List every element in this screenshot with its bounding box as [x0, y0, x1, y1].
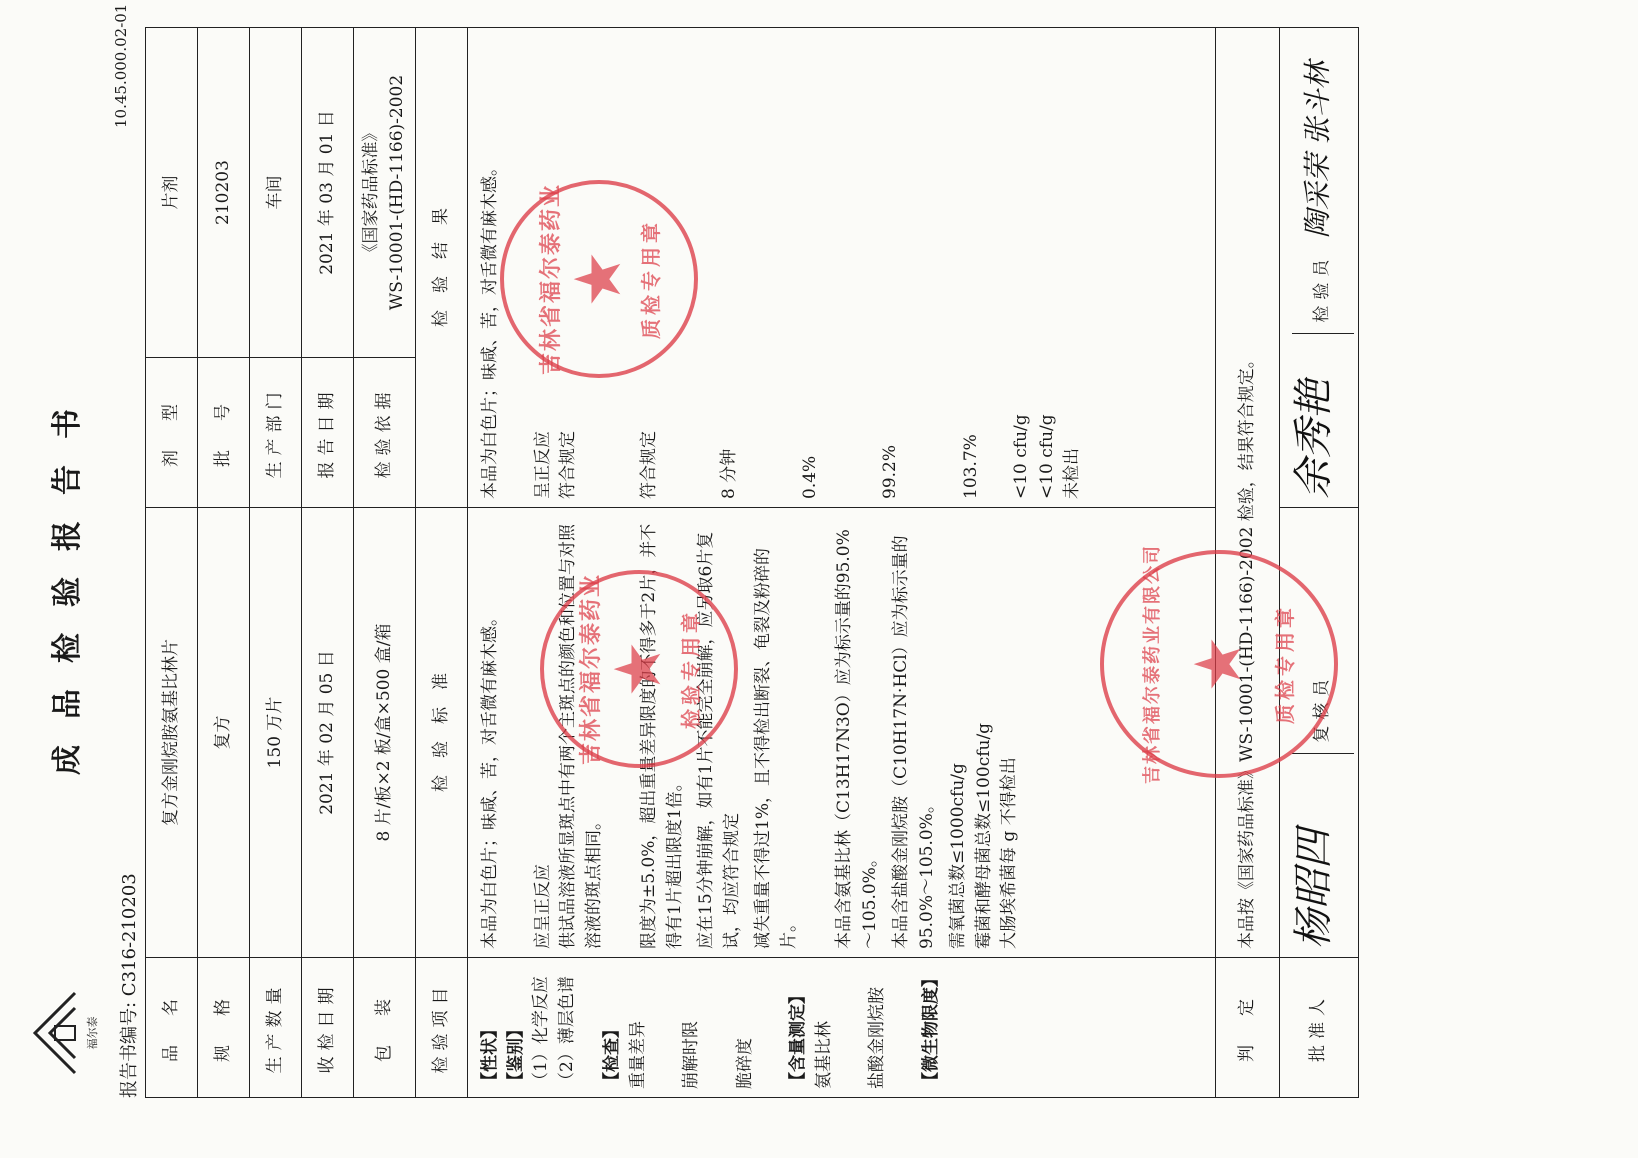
- quality-seal-1: [500, 180, 698, 378]
- res-disint: 8 分钟: [719, 448, 739, 499]
- product-name-label: 品 名: [146, 958, 198, 1098]
- basis: [354, 28, 416, 358]
- std-chem: 应呈正反应: [532, 864, 553, 949]
- inspection-seal: [540, 570, 738, 768]
- sec-micro: 【微生物限度】: [920, 970, 941, 1089]
- seal-2-text: 吉林省福尔泰药业: [538, 182, 564, 375]
- item-friab: 脆碎度: [734, 1038, 755, 1089]
- std-properties: 本品为白色片；味咸、苦，对舌微有麻木感。: [480, 609, 500, 949]
- seal-star-icon: ★: [1182, 635, 1256, 693]
- seal-3-label: 质检专用章: [1273, 604, 1297, 724]
- conclusion-text: 本品按《国家药品标准》WS-10001-(HD-1166)-2002 检验，结果符合规定。: [1216, 28, 1280, 958]
- logo-text: 福尔泰: [86, 1016, 99, 1050]
- seal-3-text: 吉林省福尔泰药业有限公司: [1142, 544, 1163, 784]
- quantity-label: 生产数量: [250, 958, 302, 1098]
- item-chem: （1）化学反应: [531, 976, 551, 1089]
- page-title: 成品检验报告书: [50, 383, 85, 775]
- dosage-form: 片剂: [146, 28, 198, 358]
- spec: 复方: [198, 508, 250, 958]
- reviewer-inspector-cell: [1280, 28, 1359, 508]
- std-tlc: 供试品溶液所显斑点中有两个主斑点的颜色和位置与对照溶液的斑点相同。: [558, 524, 604, 949]
- item-weight: 重量差异: [627, 1021, 648, 1089]
- row-quantity: [250, 28, 302, 1098]
- item-tlc: （2）薄层色谱: [556, 976, 577, 1089]
- test-items: [468, 958, 1216, 1098]
- res-properties: 本品为白色片；味咸、苦，对舌微有麻木感。: [480, 159, 500, 499]
- seal-star-icon: ★: [562, 250, 636, 308]
- sec-properties: 【性状】: [480, 1021, 500, 1089]
- receive-date-label: 收检日期: [302, 958, 354, 1098]
- item-disint: 崩解时限: [681, 1021, 701, 1089]
- std-ecoli: 大肠埃希菌每 g 不得检出: [999, 757, 1019, 949]
- report-number: [115, 873, 141, 1098]
- report-number-value: C316-210203: [119, 873, 140, 997]
- basis-label: 检验依据: [354, 358, 416, 508]
- res-chem: 呈正反应: [532, 431, 553, 499]
- reviewer-signature: 余秀艳: [1291, 379, 1337, 499]
- res-ecoli: 未检出: [1062, 448, 1082, 499]
- row-spec: [198, 28, 250, 1098]
- product-name: 复方金刚烷胺氨基比林片: [146, 508, 198, 958]
- document-code: 10.45.000.02-01: [112, 3, 130, 128]
- sec-identification: 【鉴别】: [505, 1021, 526, 1089]
- conclusion-label: 判 定: [1216, 958, 1280, 1098]
- result-header: 检 验 结 果: [416, 28, 468, 508]
- std-amantadine: 本品含盐酸金刚烷胺（C10H17N·HCl）应为标示量的95.0%～105.0%。: [891, 535, 937, 949]
- batch-label: 批 号: [198, 358, 250, 508]
- res-mold: <10 cfu/g: [1036, 414, 1057, 499]
- seal-1-text: 吉林省福尔泰药业: [578, 572, 604, 765]
- row-package: [354, 28, 416, 1098]
- inspector-label: 检验员: [1292, 244, 1354, 334]
- res-aerobic: <10 cfu/g: [1011, 414, 1031, 499]
- sec-inspection: 【检查】: [602, 1021, 622, 1089]
- item-amantadine: 盐酸金刚烷胺: [867, 987, 887, 1089]
- approver-signature: 杨昭四: [1291, 829, 1337, 949]
- quantity: 150 万片: [250, 508, 302, 958]
- seal-star-icon: ★: [602, 640, 676, 698]
- basis-line-2: WS-10001-(HD-1166)-2002: [386, 74, 407, 311]
- package-label: 包 装: [354, 958, 416, 1098]
- seal-1-label: 检验专用章: [679, 609, 703, 729]
- row-signatures: [1280, 28, 1359, 1098]
- row-dates: [302, 28, 354, 1098]
- row-headers: [416, 28, 468, 1098]
- package: 8 片/板×2 板/盒×500 盒/箱: [354, 508, 416, 958]
- report-date: 2021 年 03 月 01 日: [302, 28, 354, 358]
- report-date-label: 报告日期: [302, 358, 354, 508]
- dosage-form-label: 剂 型: [146, 358, 198, 508]
- res-tlc: 符合规定: [558, 431, 578, 499]
- std-aminopyrine: 本品含氨基比林（C13H17N3O）应为标示量的95.0%～105.0%。: [834, 529, 880, 949]
- report-number-label: 报告书编号:: [119, 1001, 140, 1098]
- std-friab: 减失重量不得过1%，且不得检出断裂、龟裂及粉碎的片。: [753, 548, 799, 949]
- inspector-signature: 陶采荣 张斗林: [1301, 61, 1334, 239]
- res-amantadine: 103.7%: [960, 434, 981, 499]
- sec-assay: 【含量测定】: [788, 987, 808, 1089]
- seal-2-label: 质检专用章: [639, 219, 663, 339]
- res-weight: 符合规定: [638, 431, 659, 499]
- res-aminopyrine: 99.2%: [880, 444, 900, 499]
- receive-date: 2021 年 02 月 05 日: [302, 508, 354, 958]
- basis-line-1: 《国家药品标准》: [361, 124, 381, 261]
- std-disint: 应在15分钟崩解，如有1片不能完全崩解，应另取6片复试，均应符合规定: [696, 531, 742, 949]
- dept: 车间: [250, 28, 302, 358]
- quality-seal-2: [1100, 544, 1338, 784]
- reviewer-label: 复核员: [1292, 664, 1354, 754]
- dept-label: 生产部门: [250, 358, 302, 508]
- std-mold: 霉菌和酵母菌总数≤100cfu/g: [973, 722, 994, 949]
- items-header: 检验项目: [416, 958, 468, 1098]
- std-aerobic: 需氧菌总数≤1000cfu/g: [948, 763, 968, 949]
- approver-label: 批准人: [1280, 958, 1359, 1098]
- row-product: [146, 28, 198, 1098]
- spec-label: 规 格: [198, 958, 250, 1098]
- item-aminopyrine: 氨基比林: [813, 1021, 834, 1089]
- batch: 210203: [198, 28, 250, 358]
- res-friab: 0.4%: [799, 455, 820, 499]
- standard-header: 检 验 标 准: [416, 508, 468, 958]
- std-weight: 限度为±5.0%，超出重量差异限度的不得多于2片，并不得有1片超出限度1倍。: [639, 523, 685, 949]
